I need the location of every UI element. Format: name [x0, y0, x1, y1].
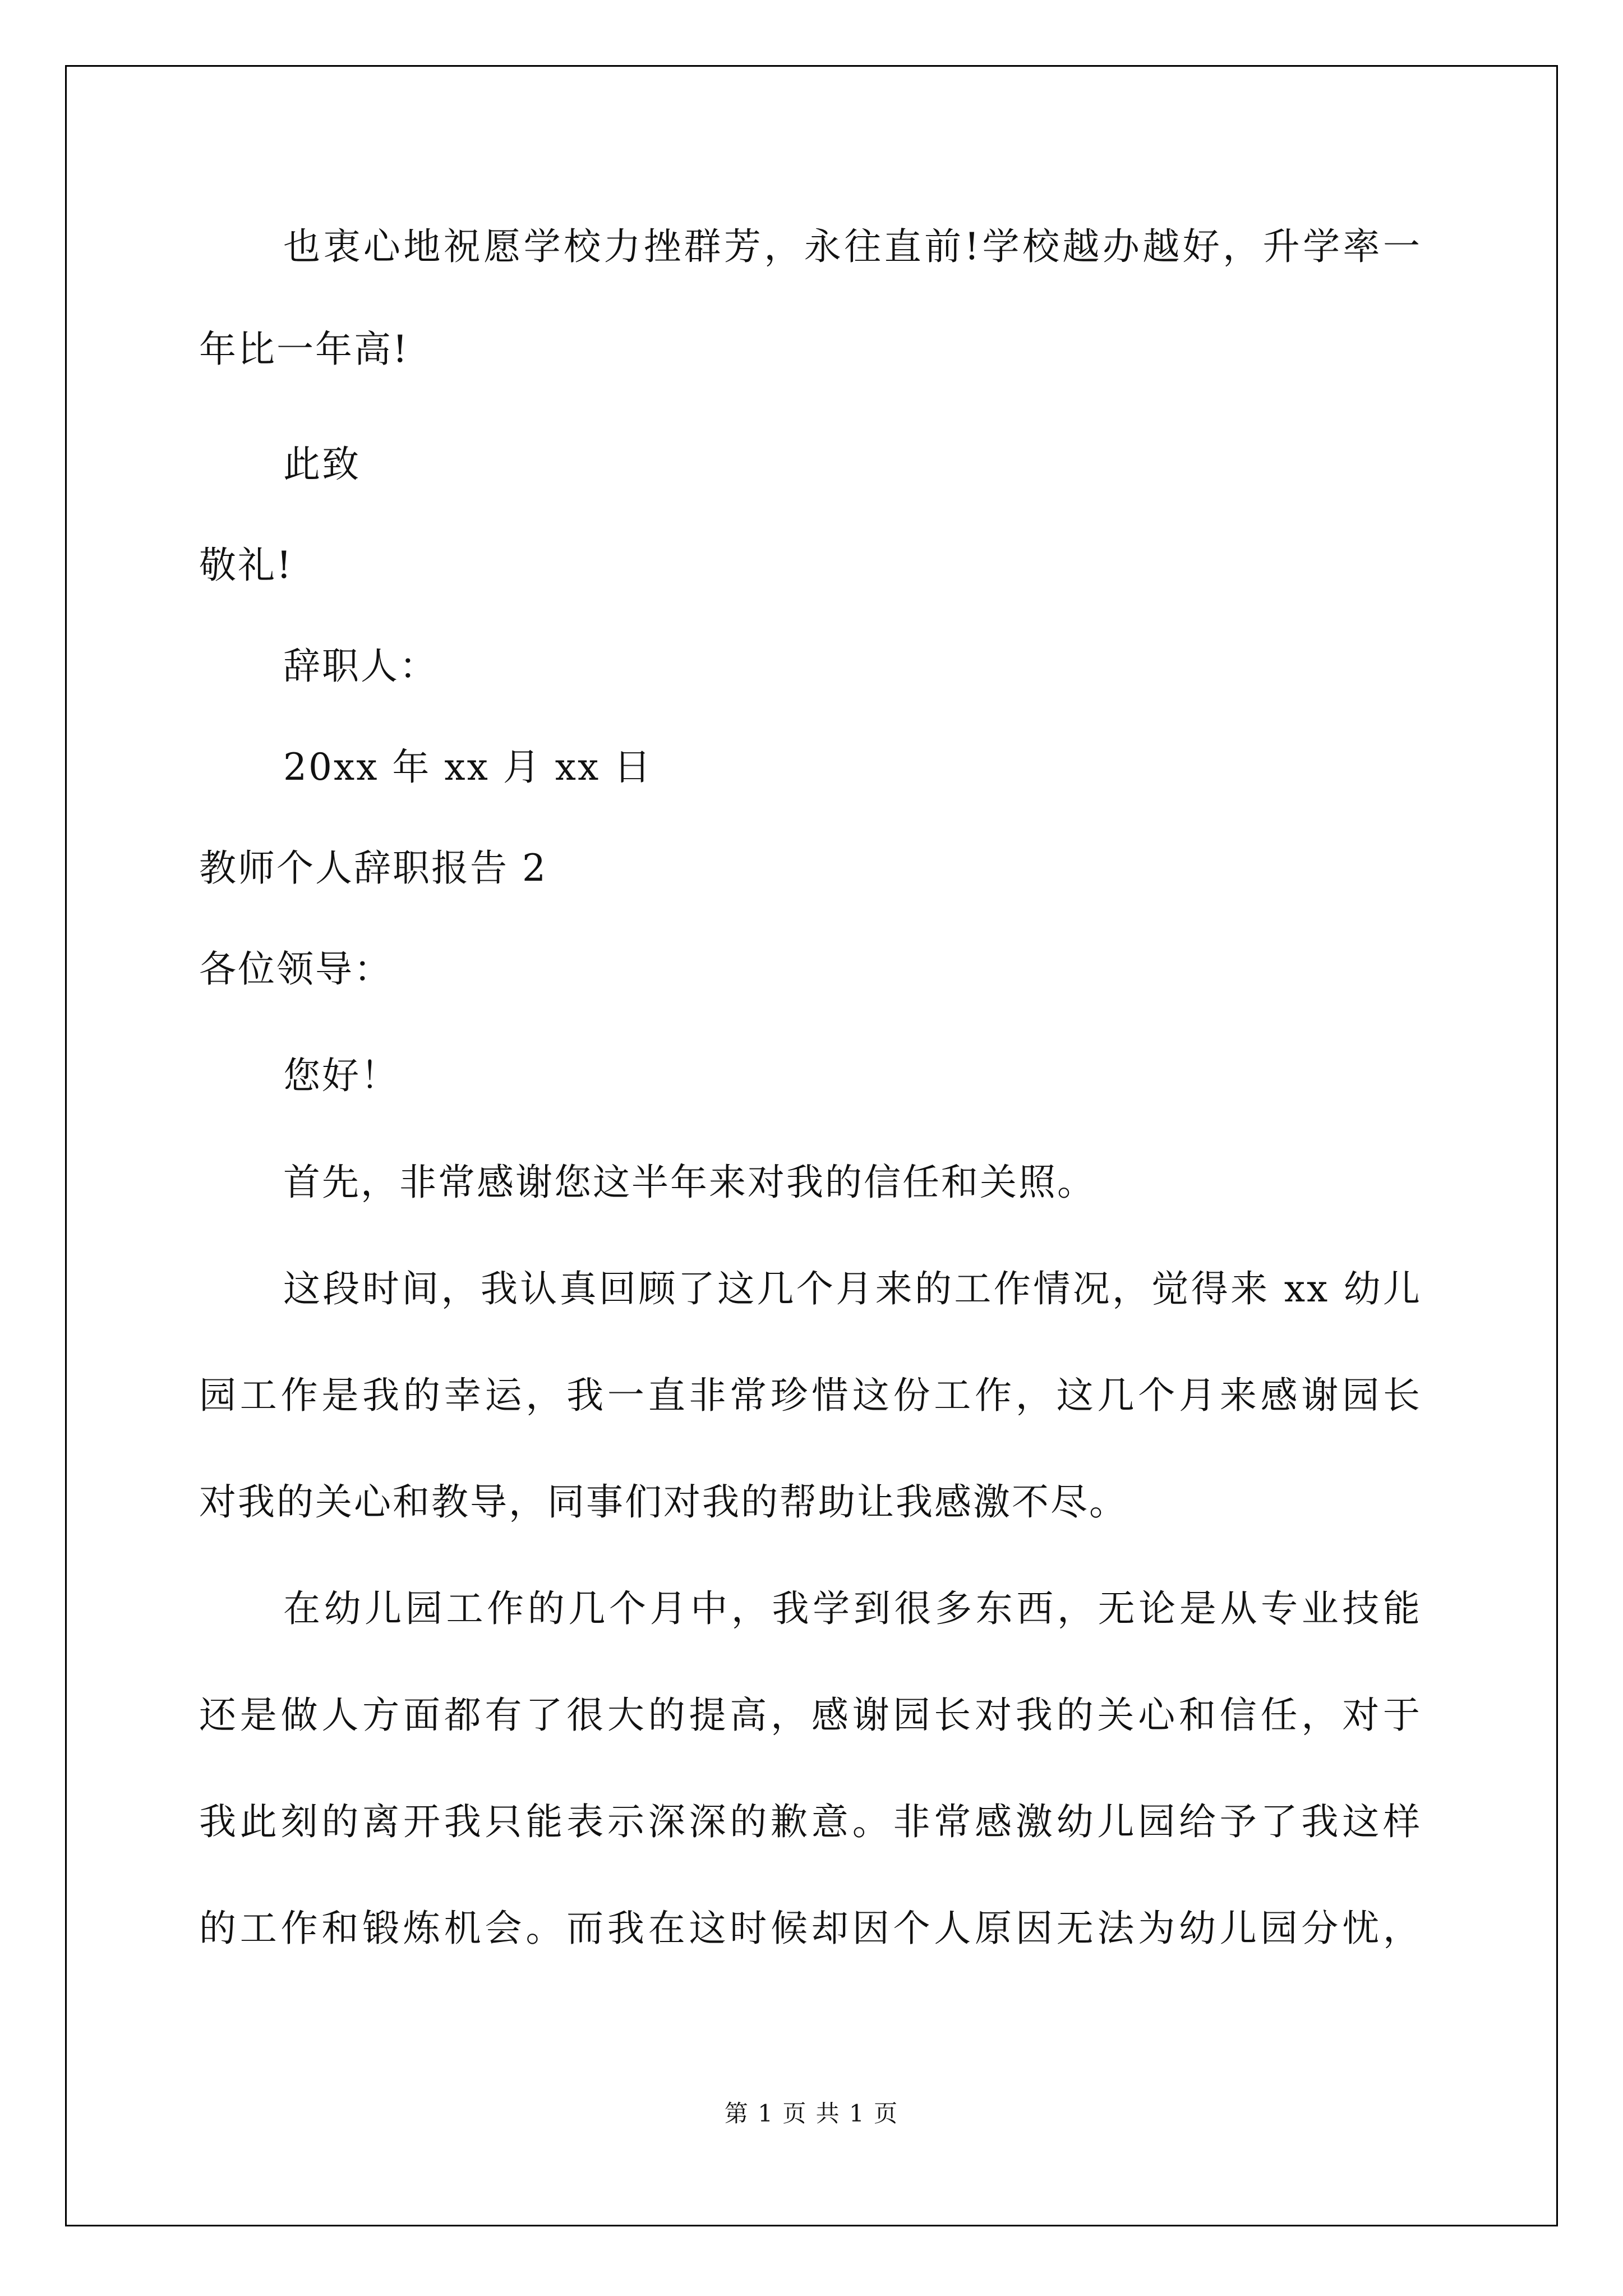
closing-salutation: 此致	[283, 443, 361, 486]
paragraph-3-line-1: 在幼儿园工作的几个月中，我学到很多东西，无论是从专业技能	[283, 1587, 1422, 1630]
page-number-footer: 第 1 页 共 1 页	[724, 2100, 899, 2127]
body-line-1: 也衷心地祝愿学校力挫群芳，永往直前!学校越办越好，升学率一	[283, 225, 1422, 268]
paragraph-1-line-1: 首先，非常感谢您这半年来对我的信任和关照。	[283, 1161, 1096, 1204]
signature-label: 辞职人：	[283, 645, 438, 688]
paragraph-2-line-1: 这段时间，我认真回顾了这几个月来的工作情况，觉得来 xx 幼儿	[283, 1267, 1422, 1310]
paragraph-3-line-2: 还是做人方面都有了很大的提高，感谢园长对我的关心和信任，对于	[199, 1694, 1422, 1737]
hello-line: 您好！	[283, 1054, 399, 1097]
closing-regards: 敬礼!	[199, 544, 293, 587]
paragraph-2-line-2: 园工作是我的幸运，我一直非常珍惜这份工作，这几个月来感谢园长	[199, 1374, 1422, 1417]
section-title: 教师个人辞职报告 2	[199, 846, 547, 890]
paragraph-3-line-4: 的工作和锻炼机会。而我在这时候却因个人原因无法为幼儿园分忧，	[199, 1907, 1422, 1950]
date-line: 20xx 年 xx 月 xx 日	[283, 746, 653, 789]
recipient-greeting: 各位领导：	[199, 947, 393, 991]
body-line-2: 年比一年高!	[199, 328, 409, 371]
paragraph-2-line-3: 对我的关心和教导，同事们对我的帮助让我感激不尽。	[199, 1480, 1128, 1524]
paragraph-3-line-3: 我此刻的离开我只能表示深深的歉意。非常感激幼儿园给予了我这样	[199, 1800, 1422, 1843]
page-frame	[65, 65, 1558, 2226]
